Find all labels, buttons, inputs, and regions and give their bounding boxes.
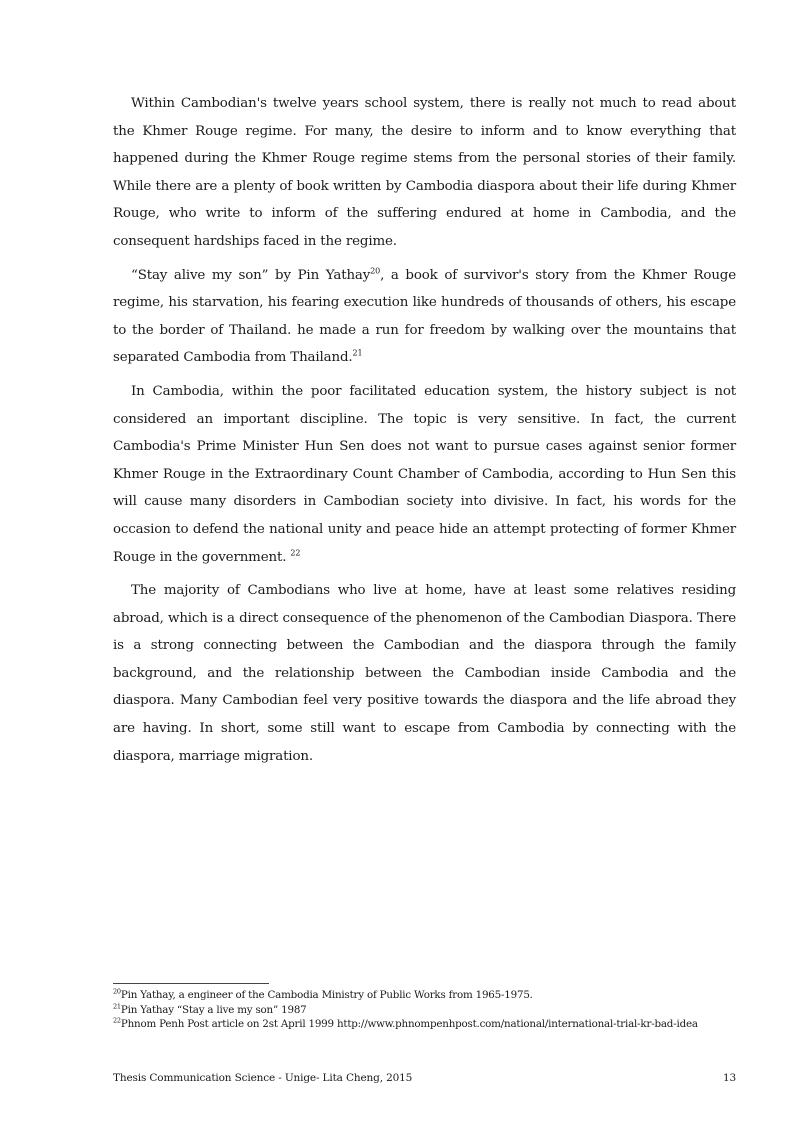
paragraph-text: “Stay alive my son” by Pin Yathay — [131, 267, 371, 283]
footnote-ref: 22 — [290, 548, 301, 558]
paragraph-text: , a book of survivor's story from the Khmer Rouge regime, his starvation, his fearing execution like hundreds of thousands of others, his escape to the border of Thailand. he made a run for freedom by walking over the mountains that separated Cambodia from Thailand. — [113, 267, 736, 366]
footnote-number: 20 — [113, 987, 121, 996]
footnote — [113, 1017, 753, 1032]
paragraph-diaspora: The majority of Cambodians who live at home, have at least some relatives residing abroad, which is a direct consequence of the phenomenon of the Cambodian Diaspora. There is a strong connecting between the Cambodian and the diaspora through the family background, and the relationship between the Cambodian inside Cambodia and the diaspora. Many Cambodian feel very positive towards the diaspora and the life abroad they are having. In short, some still want to escape from Cambodia by connecting with the diaspora, marriage migration. — [113, 583, 736, 764]
paragraph-stay-alive — [113, 262, 736, 372]
footnote-number: 22 — [113, 1016, 121, 1025]
footnote-text: Pin Yathay, a engineer of the Cambodia Ministry of Public Works from 1965-1975. — [120, 989, 533, 1001]
footnote — [113, 1003, 753, 1018]
paragraph-education — [113, 378, 736, 571]
main-text — [113, 90, 736, 776]
paragraph-school-system: Within Cambodian's twelve years school system, there is really not much to read about the Khmer Rouge regime. For many, the desire to inform and to know everything that happened during the Khmer Rouge regime stems from the personal stories of their family. While there are a plenty of book written by Cambodia diaspora about their life during Khmer Rouge, who write to inform of the suffering endured at home in Cambodia, and the consequent hardships faced in the regime. — [113, 96, 736, 249]
footnote-text: Phnom Penh Post article on 2st April 1999 http://www.phnompenhpost.com/national/international-trial-kr-bad-idea — [120, 1018, 698, 1030]
footnote-separator — [113, 983, 269, 984]
footnote-number: 21 — [113, 1002, 121, 1011]
footer-text: Thesis Communication Science - Unige- Lita Cheng, 2015 — [113, 1072, 413, 1084]
footnote-ref: 21 — [352, 348, 363, 358]
footnote — [113, 988, 753, 1003]
page-number: 13 — [722, 1072, 736, 1084]
paragraph-text: In Cambodia, within the poor facilitated education system, the history subject is not considered an important discipline. The topic is very sensitive. In fact, the current Cambodia's Prime Minister Hun Sen does not want to pursue cases against senior former Khmer Rouge in the Extraordinary Count Chamber of Cambodia, according to Hun Sen this will cause many disorders in Cambodian society into divisive. In fact, his words for the occasion to defend the national unity and peace hide an attempt protecting of former Khmer Rouge in the government. — [113, 383, 736, 565]
page-footer — [113, 1071, 736, 1085]
footnotes — [113, 988, 753, 1032]
footnote-ref: 20 — [370, 266, 381, 276]
footnote-text: Pin Yathay “Stay a live my son” 1987 — [120, 1003, 307, 1016]
